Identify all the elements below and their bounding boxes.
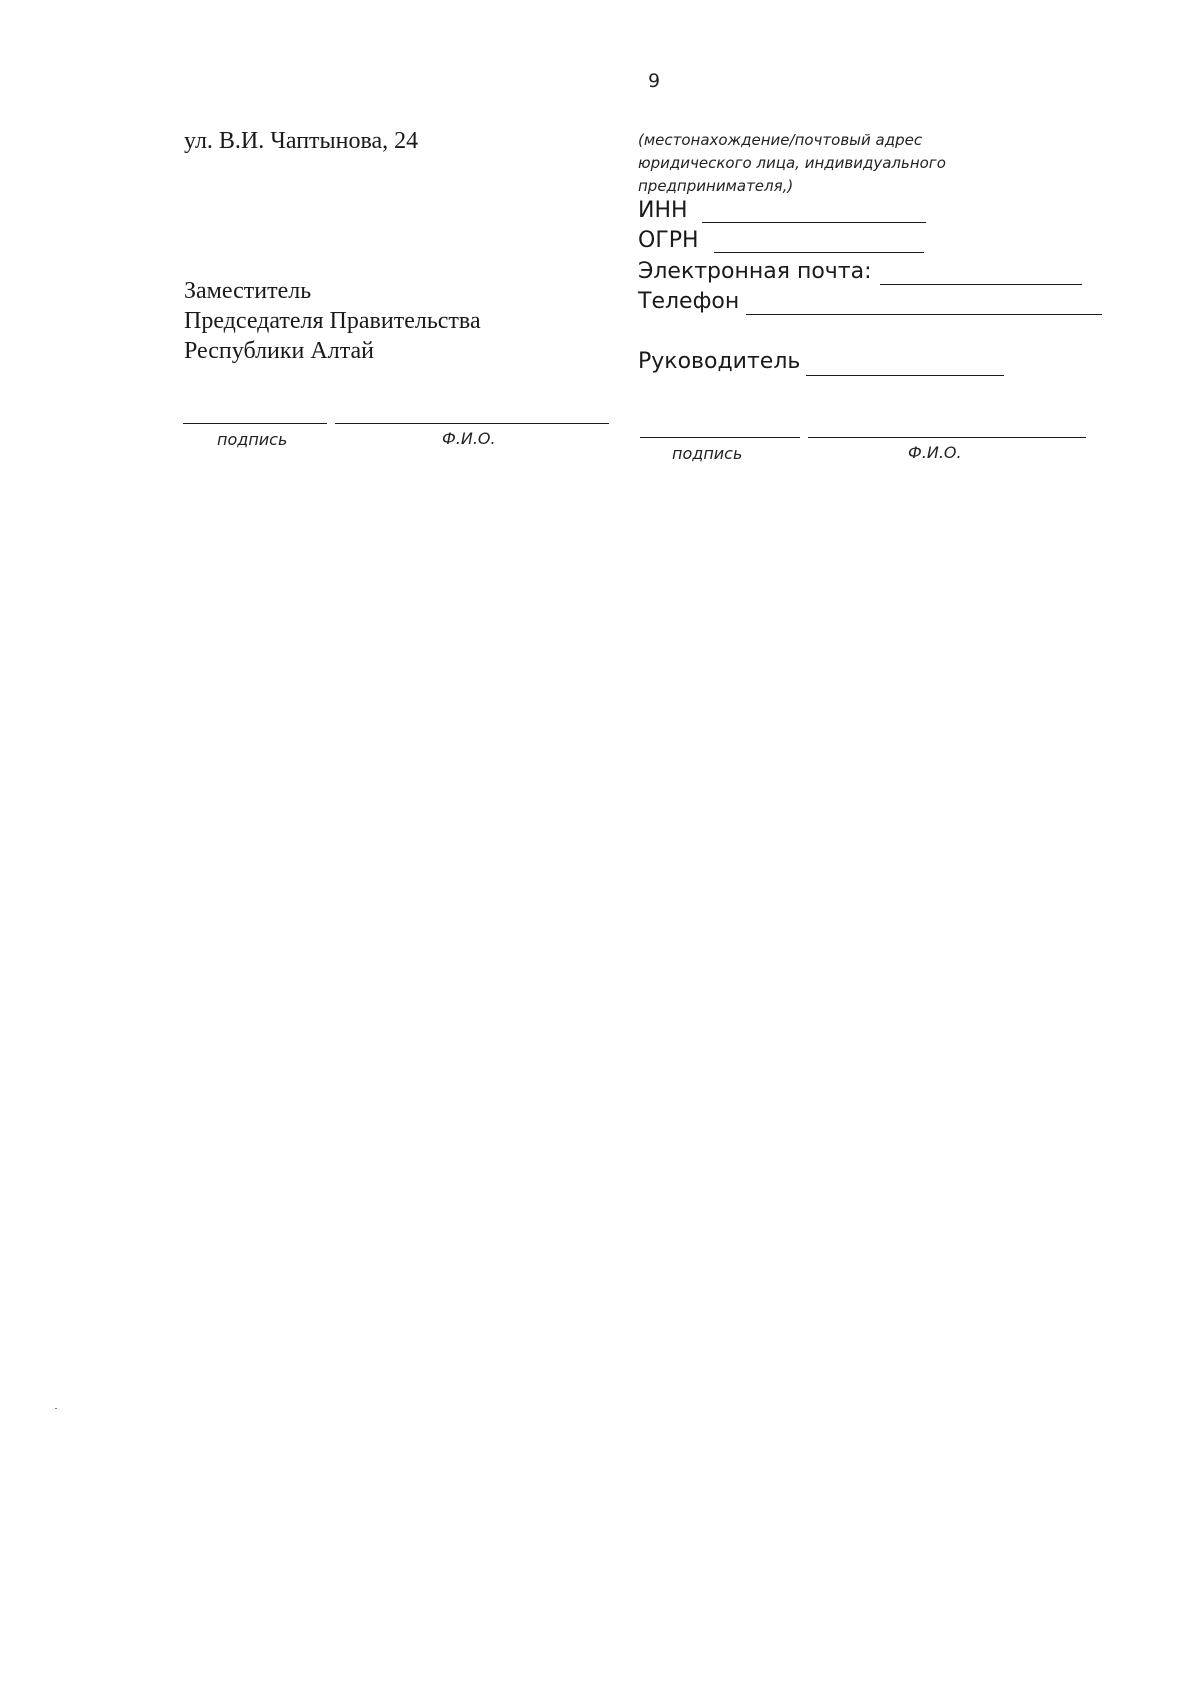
inn-field-line	[702, 222, 926, 223]
inn-row	[638, 196, 688, 226]
right-address-note	[638, 129, 946, 198]
right-signature-caption: подпись	[672, 444, 743, 463]
phone-field-line	[746, 314, 1102, 315]
left-name-line	[335, 423, 609, 424]
left-signature-line	[183, 423, 327, 424]
note-line: юридического лица, индивидуального	[638, 154, 946, 172]
right-name-caption: Ф.И.О.	[908, 443, 962, 462]
right-name-line	[808, 437, 1086, 438]
head-label: Руководитель	[638, 349, 801, 374]
left-name-caption: Ф.И.О.	[442, 429, 496, 448]
scan-speck	[55, 1408, 57, 1409]
left-signature-caption: подпись	[217, 430, 288, 449]
phone-row	[638, 287, 739, 317]
note-line: (местонахождение/почтовый адрес	[638, 131, 923, 149]
page-number: 9	[648, 70, 661, 92]
email-field-line	[880, 284, 1082, 285]
head-field-line	[806, 375, 1004, 376]
position-line: Заместитель	[184, 278, 312, 304]
position-line: Председателя Правительства	[184, 308, 481, 334]
left-address: ул. В.И. Чаптынова, 24	[184, 128, 419, 154]
note-line: предпринимателя,)	[638, 177, 794, 195]
right-signature-line	[640, 437, 800, 438]
head-row	[638, 347, 800, 377]
email-row	[638, 257, 872, 287]
email-label: Электронная почта:	[638, 259, 872, 284]
position-line: Республики Алтай	[184, 338, 374, 364]
ogrn-field-line	[714, 252, 924, 253]
ogrn-label: ОГРН	[638, 228, 699, 253]
phone-label: Телефон	[638, 289, 740, 314]
left-position-block	[184, 276, 481, 366]
inn-label: ИНН	[638, 198, 688, 223]
ogrn-row	[638, 226, 699, 256]
